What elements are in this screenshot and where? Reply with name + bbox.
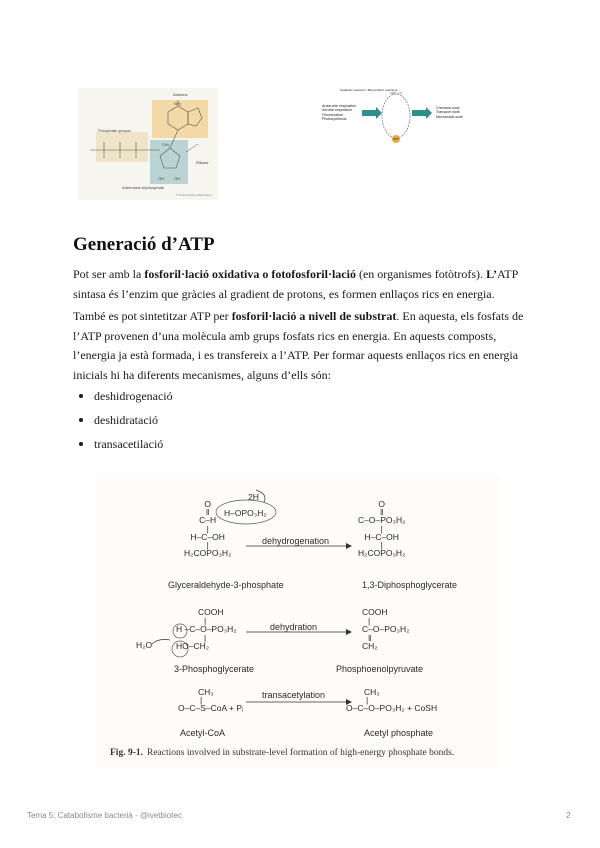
r3-right-line: CH₃ xyxy=(364,687,380,697)
name-glyceraldehyde-3-phosphate: Glyceraldehyde-3-phosphate xyxy=(168,580,284,590)
p1-bold-1: fosforil·lació oxidativa o fotofosforil·lació xyxy=(144,267,356,281)
name-acetyl-phosphate: Acetyl phosphate xyxy=(364,728,434,738)
r1-right-line: H₂COPO₃H₂ xyxy=(358,548,406,559)
cycle-left-line: Anaerobic respiration xyxy=(322,104,356,108)
cycle-left-line: Photosynthesis xyxy=(322,117,347,122)
added-group: H–OPO₃H₂ xyxy=(224,508,267,518)
r2-right-line: | xyxy=(368,615,371,626)
r2-left-line: COOH xyxy=(198,607,224,617)
page-number: 2 xyxy=(566,811,571,820)
ch2-label: CH₂ xyxy=(162,142,170,147)
caption-text: Reactions involved in substrate-level formation of high-energy phosphate bonds. xyxy=(146,748,455,758)
r1-right-line: | xyxy=(380,540,383,551)
nh2-label: NH₂ xyxy=(174,101,182,106)
r1-right-line: H–C–OH xyxy=(364,531,399,542)
reactions-figure xyxy=(96,474,500,768)
atp-label: ATP xyxy=(393,137,399,141)
r2-left-line: | xyxy=(204,632,207,643)
r1-right-structure xyxy=(358,500,405,557)
r1-right-line: O xyxy=(378,499,385,509)
paragraph-substrate-phosphorylation xyxy=(73,307,533,385)
r3-right-structure xyxy=(346,688,437,712)
r2-left-structure xyxy=(176,608,237,651)
r2-left-line: | xyxy=(204,615,207,626)
phosphate-groups-label: Phosphate groups xyxy=(98,128,131,133)
r2-right-line: C–O–PO₃H₂ xyxy=(362,624,410,634)
p1-text-1: Pot ser amb la xyxy=(73,267,145,281)
name-acetyl-coa: Acetyl-CoA xyxy=(180,728,226,738)
r1-left-line: | xyxy=(206,523,209,534)
bullet-icon xyxy=(79,418,83,422)
atp-structure-drawing xyxy=(78,88,218,200)
cycle-right-line: Transport work xyxy=(436,110,460,115)
atp-credit: © 2011 Pearson Education xyxy=(176,193,212,197)
cycle-right-line: Chemical work xyxy=(436,106,460,110)
cycle-left-line: Aerobic respiration xyxy=(322,108,352,113)
r1-left-line: H–C–OH xyxy=(190,531,225,542)
r3-left-line: O–C–S–CoA + Pᵢ xyxy=(178,703,244,713)
p1-text-3: ATP sintasa és l’enzim que gràcies al gradient de protons, es formen enllaços rics en energia. xyxy=(73,267,518,301)
label-dehydrogenation: dehydrogenation xyxy=(262,536,330,546)
cycle-left-list xyxy=(322,104,356,122)
byproduct-2h: 2H xyxy=(248,492,259,502)
p2-bold-1: fosforil·lació a nivell de substrat xyxy=(231,309,397,323)
r1-left-line: H₂COPO₃H₂ xyxy=(184,548,232,559)
r3-right-line: | xyxy=(366,695,369,705)
list-item xyxy=(73,436,173,460)
r2-right-line: CH₂ xyxy=(362,641,378,651)
r1-left-line: C–H xyxy=(199,515,217,526)
p2-text-2: . En aquesta, els fosfats de l’ATP provenen d’una molècula amb grups fosfats rics en energia. En aquests composts, l’energia ja està formada, i es transfereix a l’ATP. Per formar aquests enllaços rics en energia inicials hi ha diferents mecanismes, alguns d’ells són: xyxy=(73,309,524,382)
r1-right-line: C–O–PO₃H₂ xyxy=(358,515,406,526)
oh-label-2: OH xyxy=(174,176,180,181)
r2-right-line: COOH xyxy=(362,607,388,617)
ribose-label: Ribose xyxy=(196,160,209,165)
r1-left-line: | xyxy=(206,540,209,551)
footer-text: Tema 5: Catabolisme bacterià - @ivetbiotec xyxy=(27,811,182,820)
list-item-text: transacetilació xyxy=(94,437,164,451)
list-item xyxy=(73,412,173,436)
mechanisms-list xyxy=(73,388,173,460)
list-item-text: deshidrogenació xyxy=(94,389,173,403)
r2-right-structure xyxy=(362,608,409,651)
list-item xyxy=(73,388,173,412)
r2-right-line: ‖ xyxy=(368,632,372,643)
name-3-phosphoglycerate: 3-Phosphoglycerate xyxy=(174,664,255,674)
name-1-3-diphosphoglycerate: 1,3-Diphosphoglycerate xyxy=(362,580,458,590)
r1-right-line: | xyxy=(380,523,383,534)
bullet-icon xyxy=(79,442,83,446)
p1-text-2: (en organismes fotòtrofs). xyxy=(355,267,487,281)
paragraph-oxidative-phosphorylation xyxy=(73,265,533,304)
r3-left-line: | xyxy=(200,695,203,705)
cycle-top-label: Catabolic reactions / Biosynthetic reactions xyxy=(340,88,398,92)
r3-left-structure xyxy=(178,688,243,712)
caption-number: Fig. 9-1. xyxy=(110,748,143,758)
cycle-arrow-left xyxy=(362,107,382,119)
r2-left-line: H –C–O–PO₃H₂ xyxy=(176,624,237,634)
p1-bold-2: L’ xyxy=(486,267,497,281)
reactions-arrows xyxy=(96,474,500,744)
section-title: Generació d’ATP xyxy=(73,234,215,255)
water-label: H₂O xyxy=(136,640,153,650)
r3-left-line: CH₃ xyxy=(198,687,214,697)
r3-right-line: O–C–O–PO₃H₂ + CoSH xyxy=(346,703,438,713)
atp-cycle-figure xyxy=(318,86,476,150)
oh-label-1: OH xyxy=(158,176,164,181)
r1-right-line: ‖ xyxy=(379,507,384,518)
list-item-text: deshidratació xyxy=(94,413,158,427)
atp-name-label: Adenosine triphosphate xyxy=(122,185,165,190)
r1-left-structure xyxy=(184,500,231,557)
label-dehydration: dehydration xyxy=(270,622,318,632)
cycle-right-list xyxy=(436,106,463,119)
r2-left-line: HO–CH₂ xyxy=(176,641,210,651)
cycle-arrow-right xyxy=(412,107,432,119)
adp-label: ADP + Pi xyxy=(390,91,403,95)
figure-caption xyxy=(110,748,454,758)
name-phosphoenolpyruvate: Phosphoenolpyruvate xyxy=(336,664,424,674)
r1-left-line: O xyxy=(204,499,211,509)
bullet-icon xyxy=(79,394,83,398)
label-transacetylation: transacetylation xyxy=(262,690,326,700)
r1-left-line: ‖ xyxy=(205,507,210,518)
cycle-left-line: Fermentation xyxy=(322,112,344,117)
atp-structure-figure xyxy=(78,88,218,200)
adenine-label: Adenine xyxy=(173,92,188,97)
p2-text-1: També es pot sintetitzar ATP per xyxy=(73,309,232,323)
cycle-right-line: Mechanical work xyxy=(436,114,463,119)
